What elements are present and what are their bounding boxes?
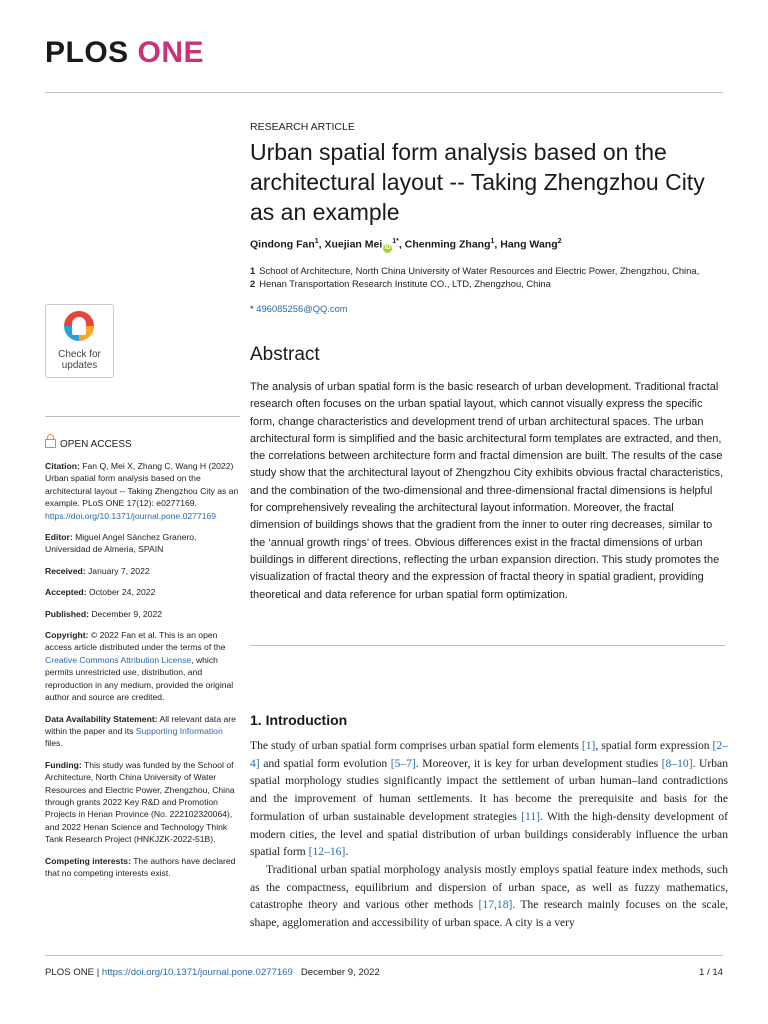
abstract-text: The analysis of urban spatial form is the basic research of urban development. Traditional fractal research often focuses on the urban spatial layout, which cannot visually express the specific form, change characteristics and development trend of urban architectural spaces. The urban architectural form is simplified and the basic architectural form templates are extracted, and then, the correlations between architecture form and fractal dimension are built. The results of the case study show that the architectural layout of Zhengzhou City exhibits obvious fractal characteristics, and the combination of the two-dimensional and three-dimensional fractal dimensions is helpful for comprehensively revealing the architectural layout information. Moreover, the fractal dimension of buildings shows that the gradient from the inner to outer ring decreases, similar to the ‘annual growth rings’ of trees. Obvious differences exist in the fractal dimensions of urban buildings in different directions, reflecting the urban expansion direction. This study promotes the visualization of fractal theory and the expression of fractal theory in spatial gradient, providing theoretical and data reference for urban spatial form optimization. [250,381,724,601]
received-block [45,565,240,577]
data-availability-text: All relevant data are within the paper and its [45,713,236,736]
check-for-updates-badge[interactable] [45,304,114,378]
supporting-info-link[interactable]: Supporting Information [135,725,223,736]
author-name[interactable]: Xuejian Mei [324,238,383,251]
corresponding-star: * [250,303,254,314]
author-list: Qindong Fan$^1$, Xuejian Mei $iD^{1*}$, Chenming Zhang$^1$, Hang Wang$^2$ [250,238,562,251]
citation-label: Citation: [45,461,80,471]
check-updates-text [46,349,113,371]
data-availability-block [45,713,240,750]
footer-divider [45,955,723,956]
copyright-block [45,629,240,703]
page-footer [45,967,380,978]
funding-block [45,759,240,846]
body-text: . [345,845,349,859]
page-number: 1 / 14 [698,967,723,978]
abstract-heading: Abstract [250,344,320,365]
citation-reference-link[interactable]: [1] [581,739,596,752]
competing-label: Competing interests: [45,855,131,866]
corresponding-star: * [396,238,399,245]
received-date: January 7, 2022 [88,565,150,576]
competing-text: The authors have declared that no competing interests exist. [45,855,236,878]
affiliation-2 [250,278,551,289]
author-name[interactable]: Hang Wang [500,238,558,251]
body-text: Traditional urban spatial morphology analysis mostly employs spatial feature index methods, such as the compactness, equilibrium and dispersion of urban space, as well as fuzzy mathematics, catastrophe theory and various other methods [250,862,728,912]
introduction-body [250,737,728,932]
affiliation-number: 2 [250,278,256,289]
published-block [45,608,240,620]
competing-interests-block [45,855,240,880]
logo-one: ONE [137,36,205,69]
article-title: Urban spatial form analysis based on the architectural layout -- Taking Zhengzhou City as an example [250,139,705,225]
sidebar-divider [45,416,240,417]
received-label: Received: [45,565,86,576]
affiliation-text: Henan Transportation Research Institute CO., LTD, Zhengzhou, China [259,278,551,289]
copyright-text: © 2022 Fan et al. This is an open access article distributed under the terms of the [45,630,226,653]
citation-block [45,460,240,522]
check-updates-line2: updates [61,360,98,371]
corresponding-email [250,303,348,314]
article-info-sidebar [45,460,240,888]
citation-doi-link[interactable]: https://doi.org/10.1371/journal.pone.0277169 [45,510,217,521]
citation-reference-link[interactable]: [8–10] [661,756,693,770]
copyright-text-end: , which permits unrestricted use, distribution, and reproduction in any medium, provided the original author and source are credited. [45,654,234,703]
published-date: December 9, 2022 [91,608,163,619]
body-text: The study of urban spatial form comprises urban spatial form elements [250,739,582,752]
body-text: . Moreover, it is key for urban development studies [415,756,662,770]
citation-reference-link[interactable]: [17,18] [478,898,513,912]
footer-journal: PLOS ONE [45,967,95,978]
check-updates-icon [64,311,94,341]
body-text: , spatial form expression [595,739,713,752]
open-lock-icon [45,439,56,448]
published-label: Published: [45,608,89,619]
license-link[interactable]: Creative Commons Attribution License [45,654,192,665]
author-affil-sup: 1 [314,238,319,245]
funding-text: This study was funded by the School of Architecture, North China University of Water Resources and Electric Power, Zhengzhou, China through grants 2022 Key R&D and Promotion Projects in Henan Province (No. 222102320064), and 2022 Henan Science and Technology Think Tank Research Project (HNKJZK-2022-51B). [45,759,235,845]
logo-plos: PLOS [45,36,129,69]
author-name[interactable]: Qindong Fan [250,238,315,251]
body-text: . Urban spatial morphology studies significantly impact the settlement of urban human–land contradictions and the improvement of human settlements. It has become the prerequisite and basis for the formulation of urban sustainable development strategies [250,756,728,823]
copyright-label: Copyright: [45,630,89,641]
data-availability-end: files. [45,738,63,749]
affiliation-text: School of Architecture, North China University of Water Resources and Electric Power, Zhengzhou, China, [259,265,700,276]
intro-paragraph-2 [250,861,728,932]
accepted-label: Accepted: [45,587,87,598]
accepted-block [45,586,240,598]
journal-logo [45,36,204,70]
author-affil-sup: 1 [392,238,397,245]
abstract-divider [250,645,725,646]
footer-doi-link[interactable]: https://doi.org/10.1371/journal.pone.0277169 [101,967,293,978]
body-text: . With the high-density development of modern cities, the level and spatial distribution of urban buildings considerably influence the urban spatial form [250,809,728,859]
citation-text: Fan Q, Mei X, Zhang C, Wang H (2022) Urban spatial form analysis based on the architectural layout -- Taking Zhengzhou City as an example. PLoS ONE 17(12): e0277169. [45,461,239,509]
body-text: . The research mainly focuses on the scale, shape, agglomeration and accessibility of urban space. A city is a very [250,898,728,930]
citation-reference-link[interactable]: [5–7] [390,756,416,770]
data-availability-label: Data Availability Statement: [45,713,158,724]
header-divider [45,92,723,93]
footer-separator: | [96,967,100,978]
orcid-icon[interactable]: iD [384,244,391,251]
article-type: RESEARCH ARTICLE [250,121,355,133]
author-affil-sup: 1 [490,238,495,245]
editor-label: Editor: [45,532,73,543]
citation-reference-link[interactable]: [11] [521,809,540,823]
affiliation-number: 1 [250,265,256,276]
open-access-text: OPEN ACCESS [60,439,132,450]
check-updates-line1: Check for [58,349,101,360]
section-heading-introduction: 1. Introduction [250,712,348,728]
footer-date: December 9, 2022 [300,967,380,978]
citation-reference-link[interactable]: [2–4] [250,739,728,770]
editor-block [45,531,240,556]
body-text: and spatial form evolution [259,756,391,770]
open-access-label [45,438,132,450]
affiliation-1 [250,265,699,276]
email-link[interactable]: 496085256@QQ.com [256,303,348,314]
editor-text: Miguel Angel Sánchez Granero, Universidad de Almeria, SPAIN [45,532,197,555]
citation-reference-link[interactable]: [12–16] [308,845,346,859]
author-name[interactable]: Chenming Zhang [404,238,491,251]
author-affil-sup: 2 [557,238,562,245]
intro-paragraph-1 [250,737,728,861]
funding-label: Funding: [45,759,82,770]
accepted-date: October 24, 2022 [88,587,156,598]
